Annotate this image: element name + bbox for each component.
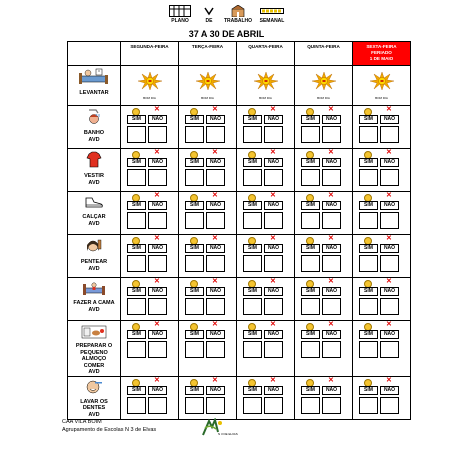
yes-checkbox[interactable] <box>359 255 378 272</box>
shoe-icon <box>68 194 120 212</box>
no-checkbox[interactable] <box>380 255 399 272</box>
yes-checkbox[interactable] <box>127 298 146 315</box>
friday-holiday-label: FERIADO <box>371 50 392 55</box>
no-label: NÃO <box>148 158 167 167</box>
yes-no-cell <box>121 376 179 419</box>
yes-label: SIM <box>127 287 146 296</box>
weekly-grid <box>67 41 411 420</box>
no-checkbox[interactable] <box>206 397 225 414</box>
yes-no-cell <box>179 106 237 149</box>
yes-label: SIM <box>243 244 262 253</box>
friday-day-label: SEXTA-FEIRA <box>366 44 397 49</box>
yes-no-cell <box>121 149 179 192</box>
activity-row <box>68 376 411 419</box>
cross-icon: ✕ <box>386 149 392 156</box>
yes-no-cell <box>353 192 411 235</box>
yes-label: SIM <box>301 115 320 124</box>
activity-label-line: PREPARAR O <box>75 343 113 349</box>
yes-checkbox[interactable] <box>243 212 262 229</box>
yes-no-cell <box>179 321 237 377</box>
no-label: NÃO <box>264 201 283 210</box>
wake-up-icon <box>68 68 120 88</box>
yes-checkbox[interactable] <box>185 255 204 272</box>
yes-label: SIM <box>127 201 146 210</box>
yes-checkbox[interactable] <box>359 169 378 186</box>
yes-checkbox[interactable] <box>301 169 320 186</box>
yes-no-cell <box>179 278 237 321</box>
activity-row <box>68 321 411 377</box>
activity-label-line: LAVAR OS <box>80 398 108 405</box>
footer-school: CAA VILA BOIM <box>62 419 102 425</box>
activity-label-line: AVD <box>88 136 100 143</box>
good-morning-caption: BOM DIA <box>201 96 214 100</box>
no-checkbox[interactable] <box>380 298 399 315</box>
header-week <box>252 5 292 24</box>
cross-icon: ✕ <box>212 235 218 242</box>
de-icon <box>203 5 215 17</box>
yes-checkbox[interactable] <box>301 341 320 358</box>
yes-no-cell <box>295 278 353 321</box>
yes-no-cell <box>237 278 295 321</box>
yes-no-cell <box>295 235 353 278</box>
good-morning-caption: BOM DIA <box>375 96 388 100</box>
no-checkbox[interactable] <box>206 126 225 143</box>
cross-icon: ✕ <box>212 192 218 199</box>
yes-no-cell <box>353 376 411 419</box>
header-label: PLANO <box>171 18 189 24</box>
yes-label: SIM <box>127 115 146 124</box>
activity-label-cell <box>68 278 121 321</box>
no-label: NÃO <box>264 386 283 395</box>
activity-label-cell <box>68 376 121 419</box>
no-checkbox[interactable] <box>264 126 283 143</box>
no-label: NÃO <box>380 330 399 339</box>
shower-icon <box>68 108 120 128</box>
activity-label-cell <box>68 321 121 377</box>
cross-icon: ✕ <box>328 321 334 328</box>
activity-label-cell <box>68 149 121 192</box>
no-label: NÃO <box>264 244 283 253</box>
yes-label: SIM <box>243 158 262 167</box>
no-label: NÃO <box>380 158 399 167</box>
plan-icon <box>169 5 191 17</box>
no-checkbox[interactable] <box>206 169 225 186</box>
no-label: NÃO <box>206 386 225 395</box>
cross-icon: ✕ <box>212 321 218 328</box>
cross-icon: ✕ <box>386 192 392 199</box>
cross-icon: ✕ <box>270 376 276 384</box>
no-checkbox[interactable] <box>148 341 167 358</box>
toothbrush-icon <box>68 379 120 397</box>
yes-no-cell <box>353 149 411 192</box>
activity-label-cell <box>68 192 121 235</box>
yes-label: SIM <box>243 330 262 339</box>
good-morning-cell <box>237 66 295 106</box>
activity-row <box>68 235 411 278</box>
no-checkbox[interactable] <box>322 341 341 358</box>
yes-no-cell <box>121 235 179 278</box>
cross-icon: ✕ <box>270 321 276 328</box>
no-label: NÃO <box>380 244 399 253</box>
no-label: NÃO <box>322 244 341 253</box>
yes-checkbox[interactable] <box>185 397 204 414</box>
yes-label: SIM <box>359 115 378 124</box>
no-label: NÃO <box>206 158 225 167</box>
cross-icon: ✕ <box>386 321 392 328</box>
yes-checkbox[interactable] <box>243 298 262 315</box>
yes-checkbox[interactable] <box>301 255 320 272</box>
no-label: NÃO <box>380 287 399 296</box>
yes-no-cell <box>237 235 295 278</box>
no-label: NÃO <box>206 115 225 124</box>
school-logo <box>200 418 236 443</box>
yes-label: SIM <box>127 330 146 339</box>
no-label: NÃO <box>322 386 341 395</box>
yes-checkbox[interactable] <box>127 169 146 186</box>
no-label: NÃO <box>148 244 167 253</box>
yes-label: SIM <box>127 158 146 167</box>
cross-icon: ✕ <box>386 106 392 113</box>
comb-icon <box>68 237 120 257</box>
yes-no-cell <box>179 192 237 235</box>
yes-no-cell <box>179 235 237 278</box>
no-label: NÃO <box>264 287 283 296</box>
no-label: NÃO <box>148 386 167 395</box>
activity-label-line: ALMOÇO <box>81 356 107 362</box>
cross-icon: ✕ <box>328 149 334 156</box>
breakfast-icon <box>68 323 120 341</box>
yes-label: SIM <box>185 201 204 210</box>
yes-checkbox[interactable] <box>185 169 204 186</box>
no-checkbox[interactable] <box>264 397 283 414</box>
yes-label: SIM <box>185 287 204 296</box>
no-label: NÃO <box>322 330 341 339</box>
no-label: NÃO <box>206 287 225 296</box>
yes-checkbox[interactable] <box>185 341 204 358</box>
activity-row <box>68 66 411 106</box>
no-checkbox[interactable] <box>206 298 225 315</box>
yes-checkbox[interactable] <box>243 397 262 414</box>
yes-no-cell <box>295 106 353 149</box>
activity-label-line: AVD <box>88 369 100 375</box>
no-checkbox[interactable] <box>264 341 283 358</box>
yes-checkbox[interactable] <box>127 397 146 414</box>
cross-icon: ✕ <box>328 278 334 285</box>
no-label: NÃO <box>322 287 341 296</box>
cross-icon: ✕ <box>212 106 218 113</box>
bed-icon <box>68 280 120 298</box>
yes-label: SIM <box>359 287 378 296</box>
yes-label: SIM <box>243 201 262 210</box>
header-label: TRABALHO <box>223 18 253 24</box>
yes-no-cell <box>121 278 179 321</box>
day-header: QUARTA-FEIRA <box>237 42 295 66</box>
good-morning-cell <box>179 66 237 106</box>
no-checkbox[interactable] <box>264 169 283 186</box>
yes-no-cell <box>353 106 411 149</box>
no-label: NÃO <box>206 330 225 339</box>
yes-label: SIM <box>301 201 320 210</box>
yes-no-cell <box>237 106 295 149</box>
sun-icon <box>353 71 410 96</box>
yes-checkbox[interactable] <box>301 298 320 315</box>
yes-checkbox[interactable] <box>243 255 262 272</box>
yes-label: SIM <box>301 287 320 296</box>
no-checkbox[interactable] <box>380 126 399 143</box>
week-icon <box>260 5 284 17</box>
yes-label: SIM <box>185 158 204 167</box>
activity-label-line: LEVANTAR <box>79 90 109 96</box>
good-morning-caption: BOM DIA <box>143 96 156 100</box>
yes-no-cell <box>121 321 179 377</box>
day-header: TERÇA-FEIRA <box>179 42 237 66</box>
day-header: SEGUNDA-FEIRA <box>121 42 179 66</box>
activity-label-line: BANHO <box>83 130 105 136</box>
yes-no-cell <box>237 149 295 192</box>
yes-checkbox[interactable] <box>243 169 262 186</box>
page-title: 37 A 30 DE ABRIL <box>188 29 265 39</box>
no-label: NÃO <box>148 330 167 339</box>
no-label: NÃO <box>380 201 399 210</box>
activity-row <box>68 192 411 235</box>
no-checkbox[interactable] <box>206 212 225 229</box>
activity-label-line: PEQUENO <box>80 349 108 356</box>
yes-label: SIM <box>359 386 378 395</box>
no-checkbox[interactable] <box>264 212 283 229</box>
yes-checkbox[interactable] <box>359 298 378 315</box>
no-checkbox[interactable] <box>148 397 167 414</box>
activity-label-cell <box>68 106 121 149</box>
yes-label: SIM <box>127 244 146 253</box>
no-checkbox[interactable] <box>148 255 167 272</box>
cross-icon: ✕ <box>386 376 392 384</box>
yes-label: SIM <box>359 330 378 339</box>
activity-label-line: AVD <box>88 411 100 418</box>
sun-icon <box>295 71 352 96</box>
activity-label-line: FAZER A CAMA <box>73 300 115 306</box>
no-checkbox[interactable] <box>322 126 341 143</box>
no-label: NÃO <box>322 201 341 210</box>
yes-checkbox[interactable] <box>127 126 146 143</box>
no-label: NÃO <box>206 201 225 210</box>
no-checkbox[interactable] <box>148 126 167 143</box>
no-checkbox[interactable] <box>322 255 341 272</box>
good-morning-cell <box>353 66 411 106</box>
cross-icon: ✕ <box>328 235 334 242</box>
yes-checkbox[interactable] <box>359 212 378 229</box>
cross-icon: ✕ <box>270 106 276 113</box>
good-morning-cell <box>121 66 179 106</box>
yes-label: SIM <box>301 386 320 395</box>
cross-icon: ✕ <box>270 149 276 156</box>
header-label: SEMANAL <box>259 18 285 24</box>
yes-no-cell <box>121 192 179 235</box>
yes-no-cell <box>237 192 295 235</box>
no-label: NÃO <box>264 158 283 167</box>
yes-no-cell <box>179 376 237 419</box>
day-header-friday-holiday <box>353 42 411 66</box>
yes-checkbox[interactable] <box>127 341 146 358</box>
yes-label: SIM <box>301 244 320 253</box>
shirt-icon <box>68 151 120 171</box>
yes-checkbox[interactable] <box>127 212 146 229</box>
good-morning-caption: BOM DIA <box>317 96 330 100</box>
cross-icon: ✕ <box>154 321 160 328</box>
yes-checkbox[interactable] <box>185 126 204 143</box>
yes-no-cell <box>353 321 411 377</box>
yes-no-cell <box>295 149 353 192</box>
cross-icon: ✕ <box>328 376 334 384</box>
cross-icon: ✕ <box>154 278 160 285</box>
no-checkbox[interactable] <box>380 212 399 229</box>
activity-label-line: AVD <box>88 265 100 272</box>
no-label: NÃO <box>322 158 341 167</box>
day-header-row <box>68 42 411 66</box>
no-checkbox[interactable] <box>148 212 167 229</box>
good-morning-cell <box>295 66 353 106</box>
yes-label: SIM <box>185 330 204 339</box>
cross-icon: ✕ <box>386 278 392 285</box>
no-label: NÃO <box>264 115 283 124</box>
yes-no-cell <box>295 192 353 235</box>
yes-label: SIM <box>127 386 146 395</box>
cross-icon: ✕ <box>328 192 334 199</box>
yes-checkbox[interactable] <box>243 126 262 143</box>
yes-label: SIM <box>185 244 204 253</box>
yes-checkbox[interactable] <box>359 397 378 414</box>
yes-checkbox[interactable] <box>185 212 204 229</box>
activity-label-line: AVD <box>88 306 100 313</box>
cross-icon: ✕ <box>270 192 276 199</box>
cross-icon: ✕ <box>154 106 160 113</box>
yes-checkbox[interactable] <box>127 255 146 272</box>
no-checkbox[interactable] <box>380 341 399 358</box>
no-label: NÃO <box>322 115 341 124</box>
yes-label: SIM <box>359 158 378 167</box>
cross-icon: ✕ <box>212 278 218 285</box>
no-checkbox[interactable] <box>380 169 399 186</box>
no-checkbox[interactable] <box>264 255 283 272</box>
cross-icon: ✕ <box>386 235 392 242</box>
plan-header <box>0 5 453 29</box>
activity-label-line: AVD <box>88 179 100 186</box>
yes-no-cell <box>237 376 295 419</box>
cross-icon: ✕ <box>328 106 334 113</box>
corner-cell <box>68 42 121 66</box>
activity-row <box>68 149 411 192</box>
no-label: NÃO <box>380 115 399 124</box>
cross-icon: ✕ <box>270 235 276 242</box>
cross-icon: ✕ <box>154 235 160 242</box>
yes-label: SIM <box>185 115 204 124</box>
yes-label: SIM <box>359 244 378 253</box>
yes-no-cell <box>353 235 411 278</box>
sun-icon <box>179 71 236 96</box>
cross-icon: ✕ <box>154 192 160 199</box>
no-label: NÃO <box>206 244 225 253</box>
yes-label: SIM <box>301 158 320 167</box>
yes-no-cell <box>295 321 353 377</box>
yes-checkbox[interactable] <box>243 341 262 358</box>
cross-icon: ✕ <box>212 149 218 156</box>
no-checkbox[interactable] <box>380 397 399 414</box>
activity-label-cell <box>68 66 121 106</box>
header-label: DE <box>205 18 213 24</box>
no-label: NÃO <box>148 201 167 210</box>
yes-checkbox[interactable] <box>359 126 378 143</box>
sun-icon <box>237 71 294 96</box>
yes-checkbox[interactable] <box>185 298 204 315</box>
no-label: NÃO <box>148 115 167 124</box>
cross-icon: ✕ <box>154 149 160 156</box>
activity-label-line: CALÇAR <box>82 214 106 220</box>
activity-label-line: VESTIR <box>84 173 104 179</box>
no-checkbox[interactable] <box>322 298 341 315</box>
yes-label: SIM <box>301 330 320 339</box>
no-label: NÃO <box>380 386 399 395</box>
logo-text: N 3 DE ELVAS <box>218 432 238 436</box>
yes-label: SIM <box>243 386 262 395</box>
yes-checkbox[interactable] <box>359 341 378 358</box>
activity-label-line: PENTEAR <box>80 259 108 265</box>
activity-row <box>68 106 411 149</box>
activity-label-line: AVD <box>88 220 100 227</box>
no-checkbox[interactable] <box>322 397 341 414</box>
footer-group: Agrupamento de Escolas N 3 de Elvas <box>62 427 157 433</box>
no-label: NÃO <box>148 287 167 296</box>
sun-icon <box>121 71 178 96</box>
work-icon <box>231 5 245 17</box>
yes-checkbox[interactable] <box>301 212 320 229</box>
no-checkbox[interactable] <box>206 255 225 272</box>
friday-date-label: 1 DE MAIO <box>369 56 394 61</box>
yes-no-cell <box>179 149 237 192</box>
no-checkbox[interactable] <box>322 212 341 229</box>
good-morning-caption: BOM DIA <box>259 96 272 100</box>
cross-icon: ✕ <box>270 278 276 285</box>
no-checkbox[interactable] <box>206 341 225 358</box>
yes-no-cell <box>237 321 295 377</box>
activity-label-cell <box>68 235 121 278</box>
no-checkbox[interactable] <box>322 169 341 186</box>
day-header: QUINTA-FEIRA <box>295 42 353 66</box>
no-checkbox[interactable] <box>148 169 167 186</box>
activity-row <box>68 278 411 321</box>
yes-no-cell <box>295 376 353 419</box>
yes-checkbox[interactable] <box>301 126 320 143</box>
cross-icon: ✕ <box>154 376 160 384</box>
yes-label: SIM <box>185 386 204 395</box>
no-checkbox[interactable] <box>148 298 167 315</box>
yes-checkbox[interactable] <box>301 397 320 414</box>
no-checkbox[interactable] <box>264 298 283 315</box>
activity-label-line: DENTES <box>82 405 106 411</box>
activity-label-line: COMER <box>83 362 105 369</box>
yes-label: SIM <box>359 201 378 210</box>
yes-no-cell <box>353 278 411 321</box>
cross-icon: ✕ <box>212 376 218 384</box>
no-label: NÃO <box>264 330 283 339</box>
yes-label: SIM <box>243 115 262 124</box>
yes-label: SIM <box>243 287 262 296</box>
yes-no-cell <box>121 106 179 149</box>
